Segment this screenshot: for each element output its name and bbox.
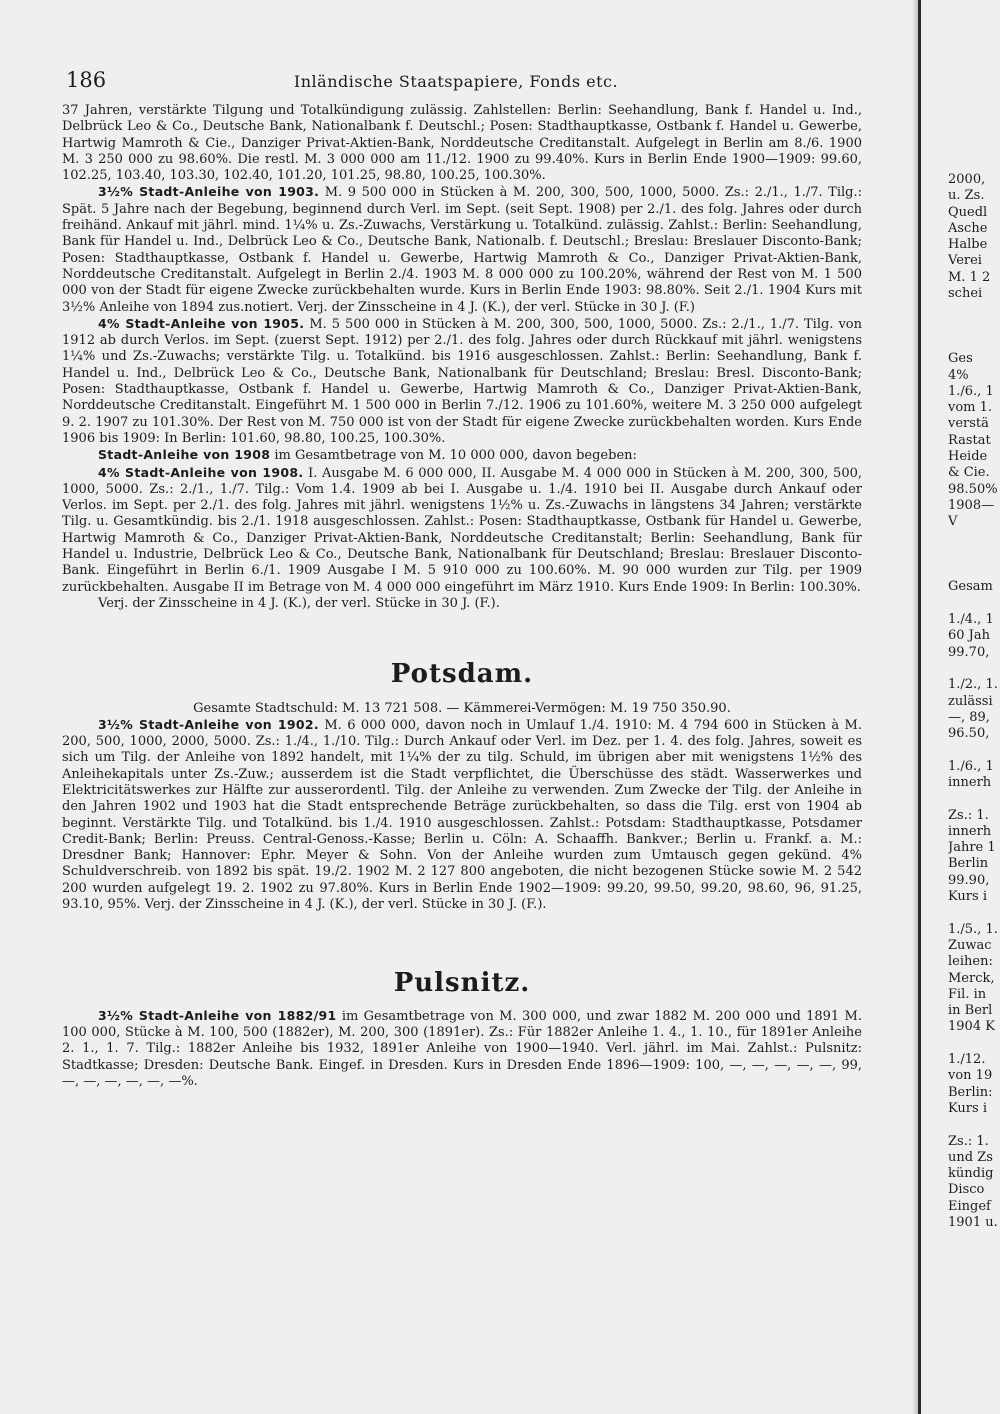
adjacent-page-line [948,531,1000,547]
adjacent-page-line: Kurs i [948,889,987,905]
adjacent-page-line: 4% [948,367,969,383]
adjacent-page-line: Zs.: 1. [948,1133,989,1149]
adjacent-page-line [948,563,1000,579]
adjacent-page-line [948,661,1000,677]
loan-text-pulsnitz: im Gesamtbetrage von M. 300 000, und zwar 1882 M. 200 000 und 1891 M. 100 000, Stücke à M. 100, 500 (1882er), M. 200, 300 (1891er). Zs.: Für 1882er Anleihe 1. 4., 1. 10., für 1891er Anleihe 2. 1., 1. 7. Tilg.: 1882er Anleihe bis 1932, 1891er Anleihe von 1900—1940. Verl. jährl. im Mai. Zahlst.: Pulsnitz: Stadtkasse; Dresden: Deutsche Bank. Eingef. in Dresden. Kurs in Dresden Ende 1896—1909: 100, —, —, —, —, —, 99, —, —, —, —, —, —%. [62,1008,862,1089]
adjacent-page-line [948,335,1000,351]
loan-title-1905: 4% Stadt-Anleihe von 1905. [98,315,305,331]
adjacent-page-line: Fil. in [948,986,987,1002]
adjacent-page-line: und Zs [948,1149,993,1165]
adjacent-page-line: 1./4., 1 [948,612,994,628]
adjacent-page-line: 1904 K [948,1019,995,1035]
loan-entry-1908-total [62,447,862,464]
adjacent-page-line [948,1117,1000,1133]
adjacent-page-line: Gesam [948,579,993,595]
adjacent-page-line: Quedl [948,204,988,220]
loan-text-potsdam-1902: M. 6 000 000, davon noch in Umlauf 1./4. 1910: M. 4 794 600 in Stücken à M. 200, 500, 1000, 2000, 5000. Zs.: 1./4., 1./10. Tilg.: Durch Ankauf oder Verl. im Dez. per 1. 4. des folg. Jahres, soweit es sich um Tilg. der Anleihe von 1892 handelt, mit 1¼% der zu tilg. Schuld, im übrigen aber mit wenigstens 1½% des Anleihekapitals unter Zs.-Zuw.; ausserdem ist die Stadt verpflichtet, die Überschüsse des städt. Wasserwerkes und Elektricitätswerkes zur Hälfte zur ausserordentl. Tilg. der Anleihe zu verwenden. Zum Zwecke der Tilg. der Anleihe in den Jahren 1902 und 1903 hat die Stadt entsprechende Beträge zurückbehalten, so dass die Tilg. erst von 1904 ab beginnt. Verstärkte Tilg. und Totalkünd. bis 1./4. 1910 ausgeschlossen. Zahlst.: Potsdam: Stadthauptkasse, Potsdamer Credit-Bank; Berlin: Preuss. Central-Genoss.-Kasse; Berlin u. Cöln: A. Schaaffh. Bankver.; Berlin u. Frankf. a. M.: Dresdner Bank; Hannover: Ephr. Meyer & Sohn. Von der Anleihe wurden zum Umtausch gegen gekünd. 4% Schuldverschreib. von 1892 bis spät. 19./2. 1902 M. 2 127 800 angeboten, die nicht bezogenen Stücke sowie M. 2 542 200 wurden aufgelegt 19. 2. 1902 zu 97.80%. Kurs in Berlin Ende 1902—1909: 99.20, 99.50, 99.20, 98.60, 96, 91.25, 93.10, 95%. Verj. der Zinsscheine in 4 J. (K.), der verl. Stücke in 30 J. (F.). [62,717,863,913]
adjacent-page-line: Rastat [948,432,991,448]
loan-title-pulsnitz: 3½% Stadt-Anleihe von 1882/91 [98,1007,337,1023]
adjacent-page-line [948,302,1000,318]
adjacent-page-line: 1./5., 1. [948,921,998,937]
adjacent-page-line: vom 1. [948,400,993,416]
loan-title-1908: 4% Stadt-Anleihe von 1908. [98,464,304,480]
adjacent-page-line [948,547,1000,563]
adjacent-page-line: u. Zs. [948,188,985,204]
loan-text-1903: M. 9 500 000 in Stücken à M. 200, 300, 500, 1000, 5000. Zs.: 2./1., 1./7. Tilg.: Spät. 5 Jahre nach der Begebung, beginnend durch Verl. im Sept. (seit Sept. 1908) per 2./1. des folg. Jahres oder durch freihänd. Ankauf mit jährl. mind. 1¼% u. Zs.-Zuwachs, Verstärkung u. Totalkünd. zulässig. Zahlst.: Berlin: Seehandlung, Bank für Handel u. Ind., Delbrück Leo & Co., Deutsche Bank, Nationalb. f. Deutschl.; Breslau: Breslauer Disconto-Bank; Posen: Stadthauptkasse, Ostbank f. Handel u. Gewerbe, Hartwig Mamroth & Co., Danziger Privat-Aktien-Bank, Norddeutsche Creditanstalt. Aufgelegt in Berlin 2./4. 1903 M. 8 000 000 zu 100.20%, während der Rest von M. 1 500 000 von der Stadt für eigene Zwecke zurückbehalten wurde. Kurs in Berlin Ende 1903: 98.80%. Seit 2./1. 1904 Kurs mit 3½% Anleihe von 1894 zus.notiert. Verj. der Zinsscheine in 4 J. (K.), der verl. Stücke in 30 J. (F.) [62,185,862,315]
adjacent-page-line: 1908— [948,497,995,513]
main-column [62,103,862,1090]
loan-entry-potsdam-1902 [62,717,862,914]
adjacent-page-line: 1901 u. [948,1215,998,1230]
adjacent-page-line: 98.50% [948,481,998,497]
adjacent-page-line: 2000, [948,172,986,187]
loan-text-1908: I. Ausgabe M. 6 000 000, II. Ausgabe M. 4 000 000 in Stücken à M. 200, 300, 500, 1000, 5000. Zs.: 2./1., 1./7. Tilg.: Vom 1.4. 1909 ab bei I. Ausgabe u. 1./4. 1910 bei II. Ausgabe durch Ankauf oder Verlos. im Sept. per 2./1. des folg. Jahres mit jährl. wenigstens 1½% u. Zs.-Zuwachs in längstens 34 Jahren; verstärkte Tilg. u. Gesamtkündig. bis 2./1. 1918 ausgeschlossen. Zahlst.: Posen: Stadthauptkasse, Ostbank für Handel u. Gewerbe, Hartwig Mamroth & Co., Danziger Privat-Aktien-Bank, Norddeutsche Creditanstalt; Berlin: Seehandlung, Bank für Handel u. Industrie, Delbrück Leo & Co., Deutsche Bank, Nationalbank für Deutschland; Breslau: Breslauer Disconto-Bank. Eingeführt in Berlin 6./1. 1909 Ausgabe I M. 5 910 000 zu 100.60%. M. 90 000 wurden zur Tilg. per 1909 zurückbehalten. Ausgabe II im Betrage von M. 4 000 000 eingeführt im März 1910. Kurs Ende 1909: In Berlin: 100.30%. [62,465,862,595]
potsdam-summary: Gesamte Stadtschuld: M. 13 721 508. — Kämmerei-Vermögen: M. 19 750 350.90. [193,700,731,716]
adjacent-page-line: 1./6., 1 [948,758,994,774]
adjacent-page-line: V [948,514,958,530]
loan-text-1908-total: im Gesamtbetrage von M. 10 000 000, davon begeben: [270,448,637,464]
page-gutter-line [918,0,921,1414]
adjacent-page-line: 60 Jah [948,628,991,644]
paragraph-continuation: 37 Jahren, verstärkte Tilgung und Totalkündigung zulässig. Zahlstellen: Berlin: Seehandlung, Bank f. Handel u. Ind., Delbrück Leo & Co., Deutsche Bank, Nationalbank f. Deutschl.; Posen: Stadthauptkasse, Ostbank f. Handel u. Gewerbe, Hartwig Mamroth & Cie., Danziger Privat-Aktien-Bank, Norddeutsche Creditanstalt. Aufgelegt in Berlin am 8./6. 1900 M. 3 250 000 zu 98.60%. Die restl. M. 3 000 000 am 11./12. 1900 zu 99.40%. Kurs in Berlin Ende 1900—1909: 99.60, 102.25, 103.40, 103.30, 102.40, 101.20, 101.25, 98.80, 100.25, 100.30%. [62,103,862,184]
adjacent-page-line: 1./6., 1 [948,383,994,399]
adjacent-page-line [948,791,1000,807]
loan-entry-1905 [62,316,862,447]
page-number: 186 [66,68,107,92]
adjacent-page-line: leihen: [948,954,993,970]
adjacent-page-line [948,319,1000,335]
adjacent-page-line: Zs.: 1. [948,807,989,823]
adjacent-page-line: Verei [948,253,982,269]
adjacent-page-line: kündig [948,1166,994,1182]
adjacent-page-line: Berlin [948,856,989,872]
loan-text-1905: M. 5 500 000 in Stücken à M. 200, 300, 500, 1000, 5000. Zs.: 2./1., 1./7. Tilg. von 1912 ab durch Verlos. im Sept. (zuerst Sept. 1912) per 2./1. des folg. Jahres oder durch Rückkauf mit jährl. wenigstens 1¼% und Zs.-Zuwachs; verstärkte Tilg. u. Totalkünd. bis 1916 ausgeschlossen. Zahlst.: Berlin: Seehandlung, Bank f. Handel u. Ind., Delbrück Leo & Co., Deutsche Bank, Nationalbank für Deutschland; Breslau: Bresl. Disconto-Bank; Posen: Stadthauptkasse, Ostbank f. Handel u. Gewerbe, Hartwig Mamroth & Co., Danziger Privat-Aktien-Bank, Norddeutsche Creditanstalt. Eingeführt M. 1 500 000 in Berlin 7./12. 1906 zu 101.60%, weitere M. 3 250 000 aufgelegt 9. 2. 1907 zu 101.30%. Der Rest von M. 750 000 ist von der Stadt für eigene Zwecke zurückbehalten worden. Kurs Ende 1906 bis 1909: In Berlin: 101.60, 98.80, 100.25, 100.30%. [62,316,862,446]
adjacent-page-line: Eingef [948,1198,991,1214]
adjacent-page-line: 1./12. [948,1052,986,1068]
section-heading-pulsnitz: Pulsnitz. [393,968,531,999]
adjacent-page-line: von 19 [948,1068,993,1084]
adjacent-page-line: Asche [948,220,988,236]
loan-title-potsdam-1902: 3½% Stadt-Anleihe von 1902. [98,716,319,732]
adjacent-page-line [948,596,1000,612]
section-heading-potsdam: Potsdam. [390,659,534,690]
adjacent-page-line: Merck, [948,970,995,986]
adjacent-page-column [948,172,1000,1231]
adjacent-page-line: Zuwac [948,937,992,953]
loan-title-1903: 3½% Stadt-Anleihe von 1903. [98,184,320,200]
loan-entry-pulsnitz [62,1008,862,1090]
adjacent-page-line: 1./2., 1. [948,677,998,693]
adjacent-page-line: Disco [948,1182,985,1198]
adjacent-page-line: Jahre 1 [948,840,996,856]
adjacent-page-line [948,1036,1000,1052]
adjacent-page-line: —, 89, [948,709,990,725]
adjacent-page-line: zulässi [948,693,993,709]
adjacent-page-line: 96.50, [948,726,990,742]
adjacent-page-line: M. 1 2 [948,269,991,285]
loan-entry-1903 [62,184,862,315]
adjacent-page-line [948,905,1000,921]
adjacent-page-line: in Berl [948,1003,993,1019]
adjacent-page-line [948,742,1000,758]
verjaehrung-note: Verj. der Zinsscheine in 4 J. (K.), der verl. Stücke in 30 J. (F.). [98,595,500,611]
adjacent-page-line: Kurs i [948,1100,987,1116]
adjacent-page-line: Heide [948,449,988,465]
running-title: Inländische Staatspapiere, Fonds etc. [293,72,619,91]
loan-entry-1908 [62,465,862,596]
adjacent-page-line: 99.90, [948,872,990,888]
adjacent-page-line: schei [948,286,983,302]
loan-title-1908-total: Stadt-Anleihe von 1908 [98,447,271,463]
adjacent-page-line: verstä [948,416,989,432]
adjacent-page-line: 99.70, [948,644,990,660]
adjacent-page-line: & Cie. [948,465,990,481]
adjacent-page-line: innerh [948,774,992,790]
adjacent-page-line: Ges [948,351,973,367]
adjacent-page-line: Halbe [948,237,988,253]
adjacent-page-line: Berlin: [948,1084,993,1100]
adjacent-page-line: innerh [948,823,992,839]
